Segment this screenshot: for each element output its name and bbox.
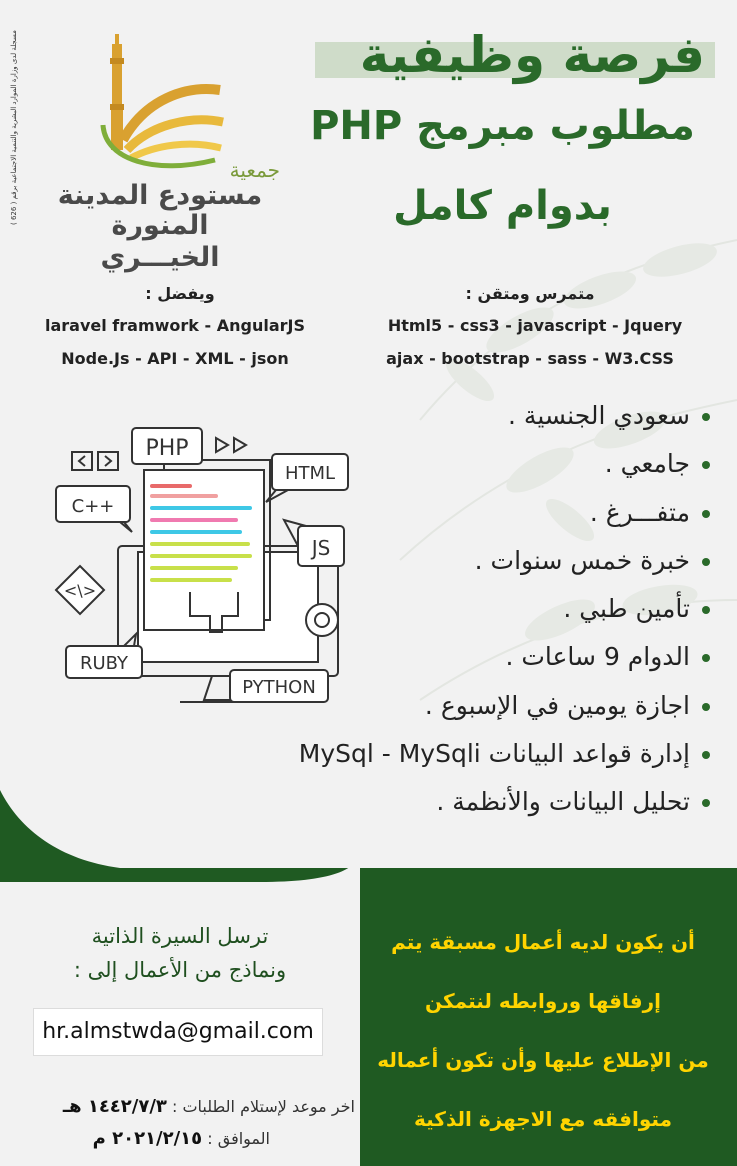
portfolio-note-line-3: من الإطلاع عليها وأن تكون أعماله [377,1048,709,1072]
bullet-icon [702,654,710,662]
bullet-icon [702,558,710,566]
apply-line-2: ونماذج من الأعمال إلى : [73,958,287,982]
apply-line-1: ترسل السيرة الذاتية [91,924,269,948]
job-subtitle: مطلوب مبرمج PHP [310,103,695,149]
deadline-gregorian: ٢٠٢١/٢/١٥ م [92,1128,203,1149]
deadline-row [10,1096,355,1117]
preferred-line-1: laravel framwork - AngularJS [45,316,305,335]
js-label: JS [311,536,331,560]
bullet-icon [702,606,710,614]
preferred-heading: ويفضل : [145,284,215,303]
preferred-line-2: Node.Js - API - XML - json [61,349,289,368]
mastery-line-2: ajax - bootstrap - sass - W3.CSS [386,349,674,368]
list-item: إدارة قواعد البيانات MySql - MySqli [240,730,710,778]
php-label: PHP [145,436,189,461]
portfolio-note-line-1: أن يكون لديه أعمال مسبقة يتم [391,930,695,954]
page-title: فرصة وظيفية [359,26,705,84]
list-item: تحليل البيانات والأنظمة . [240,778,710,826]
bullet-icon [702,510,710,518]
logo-emblem-icon [95,30,225,170]
list-item: متفـــرغ . [240,489,710,537]
list-item: تأمين طبي . [240,585,710,633]
logo-line-1: مستودع المدينة [57,180,263,211]
logo-line-2: المنورة الخيـــري [100,210,220,273]
list-item: جامعي . [240,440,710,488]
ruby-label: RUBY [79,653,129,674]
list-item: الدوام 9 ساعات . [240,633,710,681]
cpp-label: C++ [71,496,115,517]
bullet-icon [702,461,710,469]
list-item: خبرة خمس سنوات . [240,537,710,585]
html-label: HTML [284,463,336,484]
bullet-icon [702,751,710,759]
list-item: سعودي الجنسية . [240,392,710,440]
logo [40,30,280,273]
deadline-hijri: ١٤٤٢/٧/٣ هـ [62,1096,167,1117]
list-item: اجازة يومين في الإسبوع . [240,682,710,730]
deadline-label: اخر موعد لإستلام الطلبات : [172,1097,355,1116]
logo-small-text: جمعية [229,158,280,182]
job-type: بدوام كامل [393,183,612,229]
programming-illustration [40,420,360,710]
corresponding-row [10,1128,270,1149]
bullet-icon [702,413,710,421]
mastery-heading: متمرس ومتقن : [465,284,595,303]
registration-note: مسجلة لدى وزارة الموارد البشرية والتنمية الاجتماعية برقم ( 626 ) [10,30,18,226]
portfolio-note-line-4: متوافقه مع الاجهزة الذكية [414,1107,672,1131]
svg-text:<\>: <\> [63,581,97,600]
bullet-icon [702,703,710,711]
python-label: PYTHON [242,677,316,698]
portfolio-note-line-2: إرفاقها وروابطه لنتمكن [425,989,661,1013]
corresponding-label: الموافق : [207,1129,270,1148]
mastery-line-1: Html5 - css3 - javascript - Jquery [387,316,683,335]
email-address[interactable]: hr.almstwda@gmail.com [33,1008,323,1056]
